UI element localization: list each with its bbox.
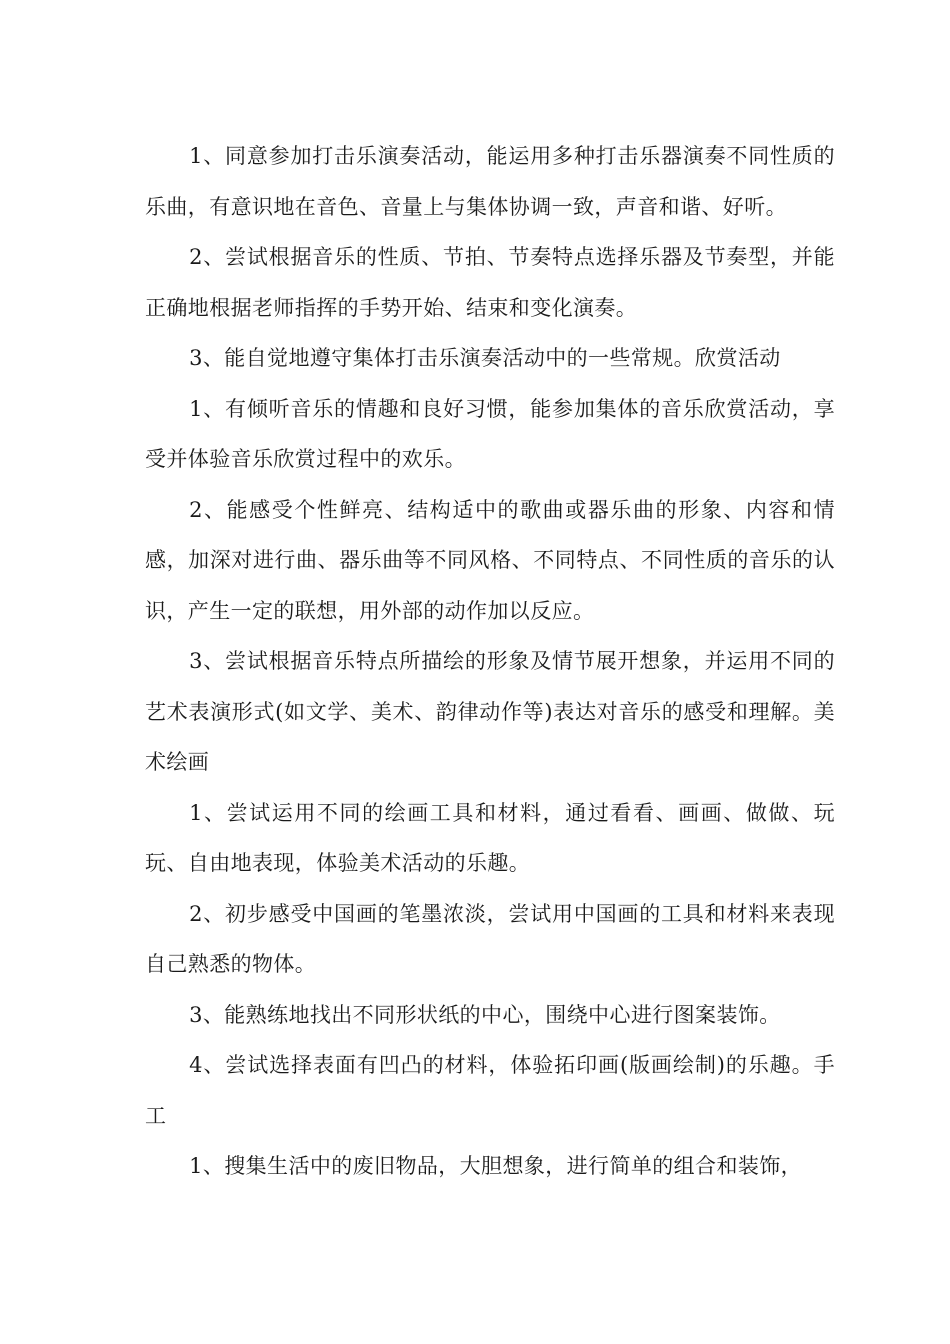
paragraph-percussion-2: 2、尝试根据音乐的性质、节拍、节奏特点选择乐器及节奏型，并能正确地根据老师指挥的手势开始、结束和变化演奏。 bbox=[145, 245, 835, 320]
paragraph-drawing-2: 2、初步感受中国画的笔墨浓淡，尝试用中国画的工具和材料来表现自己熟悉的物体。 bbox=[145, 901, 835, 976]
paragraph-appreciation-3: 3、尝试根据音乐特点所描绘的形象及情节展开想象，并运用不同的艺术表演形式(如文学、美术、韵律动作等)表达对音乐的感受和理解。美术绘画 bbox=[145, 649, 835, 774]
paragraph-drawing-1: 1、尝试运用不同的绘画工具和材料，通过看看、画画、做做、玩玩、自由地表现，体验美术活动的乐趣。 bbox=[145, 800, 835, 875]
paragraph-percussion-1: 1、同意参加打击乐演奏活动，能运用多种打击乐器演奏不同性质的乐曲，有意识地在音色、音量上与集体协调一致，声音和谐、好听。 bbox=[145, 144, 835, 219]
document-body bbox=[145, 131, 835, 1192]
paragraph-drawing-3: 3、能熟练地找出不同形状纸的中心，围绕中心进行图案装饰。 bbox=[189, 1002, 781, 1027]
paragraph-appreciation-1: 1、有倾听音乐的情趣和良好习惯，能参加集体的音乐欣赏活动，享受并体验音乐欣赏过程中的欢乐。 bbox=[145, 396, 835, 471]
paragraph-appreciation-2: 2、能感受个性鲜亮、结构适中的歌曲或器乐曲的形象、内容和情感，加深对进行曲、器乐曲等不同风格、不同特点、不同性质的音乐的认识，产生一定的联想，用外部的动作加以反应。 bbox=[145, 497, 835, 623]
paragraph-handcraft-1: 1、搜集生活中的废旧物品，大胆想象，进行简单的组合和装饰， bbox=[189, 1154, 803, 1178]
paragraph-drawing-4: 4、尝试选择表面有凹凸的材料，体验拓印画(版画绘制)的乐趣。手工 bbox=[145, 1053, 835, 1128]
paragraph-percussion-3: 3、能自觉地遵守集体打击乐演奏活动中的一些常规。欣赏活动 bbox=[189, 346, 781, 370]
